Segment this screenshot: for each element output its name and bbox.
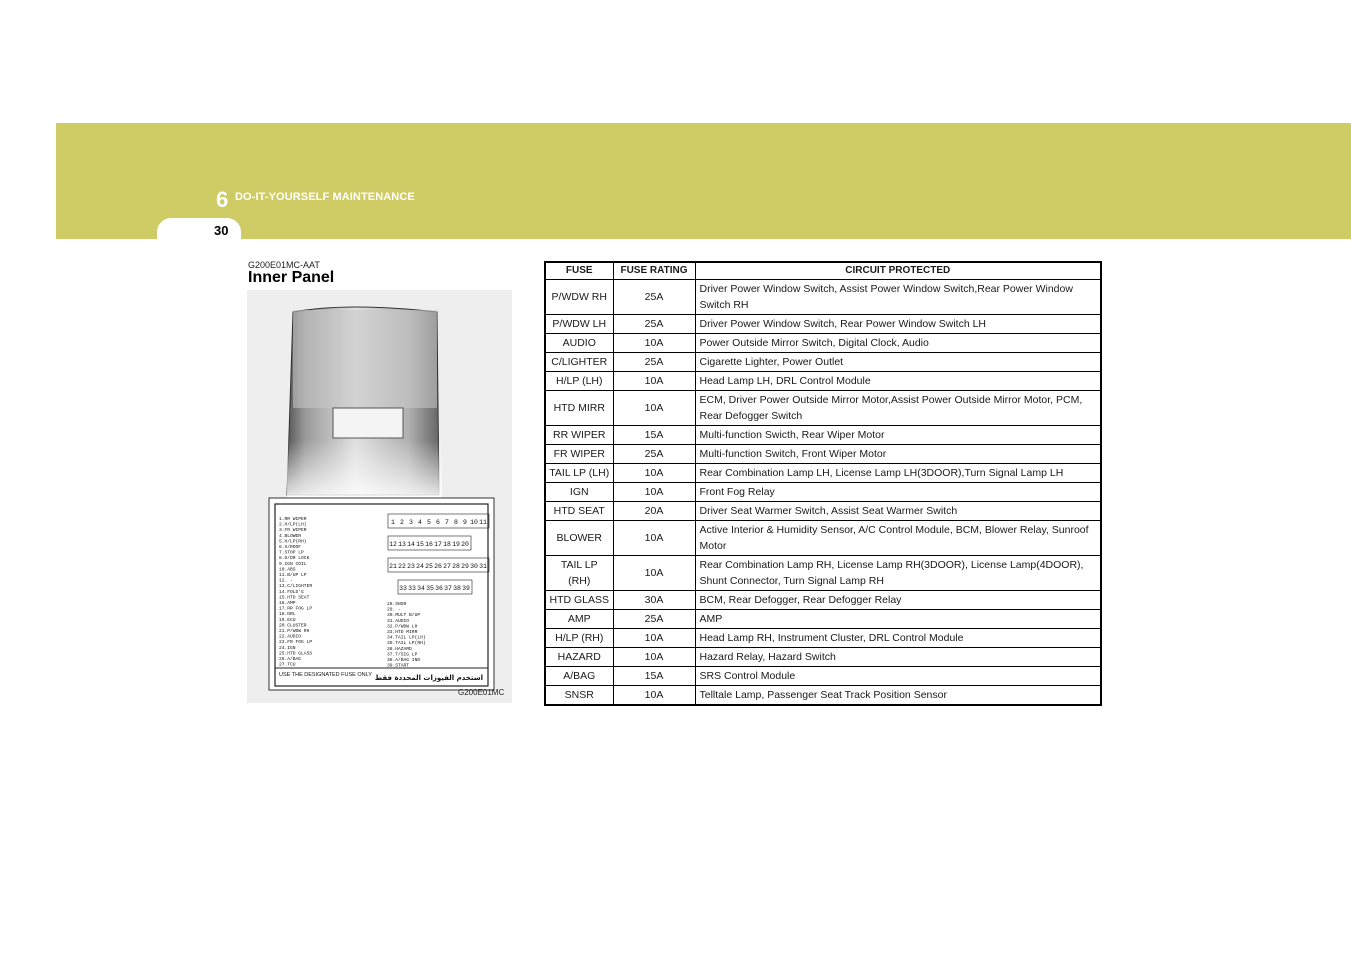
table-row	[545, 591, 1101, 610]
table-row	[545, 648, 1101, 667]
fuse-slot-number: 15	[416, 541, 424, 548]
fuse-name-cell: HTD MIRR	[545, 391, 613, 426]
fuse-table	[544, 261, 1102, 706]
circuit-protected-cell: Active Interior & Humidity Sensor, A/C Control Module, BCM, Blower Relay, Sunroof Motor	[695, 521, 1101, 556]
circuit-protected-cell: Telltale Lamp, Passenger Seat Track Position Sensor	[695, 686, 1101, 706]
fuse-slot-number: 33	[408, 585, 416, 592]
fuse-label-item: 12. -	[279, 578, 293, 584]
table-row	[545, 426, 1101, 445]
fuse-name-cell: SNSR	[545, 686, 613, 706]
circuit-protected-cell: Driver Power Window Switch, Rear Power Window Switch LH	[695, 315, 1101, 334]
fuse-label-item: 5.H/LP(RH)	[279, 539, 307, 545]
fuse-name-cell: RR WIPER	[545, 426, 613, 445]
circuit-protected-cell: Multi-function Swicth, Rear Wiper Motor	[695, 426, 1101, 445]
fuse-label-item: 27.TCU	[279, 662, 296, 668]
fuse-label-item: 8.D/DR LOCK	[279, 556, 310, 562]
fuse-slot-number: 37	[444, 585, 452, 592]
fuse-table-header-row	[545, 262, 1101, 280]
fuse-label-item: 1.RR WIPER	[279, 517, 307, 522]
fuse-label-item: 14.FOLD'G	[279, 589, 304, 595]
fuse-slot-number: 1	[391, 519, 395, 526]
fuse-rating-cell: 10A	[613, 629, 695, 648]
fuse-rating-cell: 25A	[613, 315, 695, 334]
fuse-name-cell: HTD GLASS	[545, 591, 613, 610]
table-row	[545, 445, 1101, 464]
chapter-title: DO-IT-YOURSELF MAINTENANCE	[235, 191, 415, 203]
fuse-slot-number: 7	[445, 519, 449, 526]
fuse-slot-number: 12	[389, 541, 397, 548]
fuse-name-cell: AUDIO	[545, 334, 613, 353]
circuit-protected-cell: Front Fog Relay	[695, 483, 1101, 502]
fuse-label-item: 26.A/BAG	[279, 657, 302, 662]
fuse-label-item: 39.START	[387, 663, 410, 669]
fuse-label-item: 37.T/SIG LP	[387, 652, 418, 658]
fuse-label-footer-text: USE THE DESIGNATED FUSE ONLY	[279, 672, 372, 678]
fuse-label-item: 34.TAIL LP(LH)	[387, 635, 426, 641]
fuse-label-item: 32.P/WDW LH	[387, 624, 418, 630]
fuse-label-item: 7.STOP LP	[279, 550, 304, 556]
fuse-label-item: 17.RR FOG LP	[279, 606, 313, 612]
fuse-label-item: 2.H/LP(LH)	[279, 522, 307, 528]
circuit-protected-cell: SRS Control Module	[695, 667, 1101, 686]
fuse-name-cell: HTD SEAT	[545, 502, 613, 521]
fuse-label-item: 18.DRL	[279, 612, 296, 618]
fuse-label-item: 20.CLUSTER	[279, 623, 307, 629]
cover-glow	[287, 440, 442, 500]
fuse-rating-cell: 10A	[613, 372, 695, 391]
fuse-label-item: 16.AMP	[279, 601, 296, 606]
fuse-slot-number: 39	[462, 585, 470, 592]
section-code: G200E01MC-AAT	[248, 260, 320, 270]
fuse-rating-cell: 25A	[613, 610, 695, 629]
fuse-rating-cell: 10A	[613, 334, 695, 353]
fuse-rating-cell: 25A	[613, 445, 695, 464]
page-number: 30	[214, 223, 229, 238]
table-row	[545, 610, 1101, 629]
fuse-slot-number: 14	[407, 541, 415, 548]
fuse-label-item: 35.TAIL LP(RH)	[387, 641, 426, 647]
fuse-rating-cell: 15A	[613, 667, 695, 686]
table-row	[545, 353, 1101, 372]
section-title: Inner Panel	[248, 269, 335, 286]
fuse-slot-number: 23	[407, 563, 415, 570]
circuit-protected-cell: Rear Combination Lamp LH, License Lamp LH(3DOOR),Turn Signal Lamp LH	[695, 464, 1101, 483]
circuit-protected-cell: ECM, Driver Power Outside Mirror Motor,Assist Power Outside Mirror Motor, PCM, Rear Defogger Switch	[695, 391, 1101, 426]
fuse-slot-number: 5	[427, 519, 431, 526]
fuse-label-footer-arabic: استخدم الفيوزات المحددة فقط	[374, 674, 483, 682]
fuse-label-item: 4.BLOWER	[279, 533, 302, 539]
fuse-rating-cell: 10A	[613, 521, 695, 556]
fuse-name-cell: H/LP (RH)	[545, 629, 613, 648]
circuit-protected-cell: Cigarette Lighter, Power Outlet	[695, 353, 1101, 372]
fuse-rating-cell: 20A	[613, 502, 695, 521]
fuse-rating-cell: 25A	[613, 280, 695, 315]
table-row	[545, 391, 1101, 426]
fuse-name-cell: H/LP (LH)	[545, 372, 613, 391]
fuse-label-item: 13.C/LIGHTER	[279, 584, 313, 590]
cover-window	[333, 408, 403, 438]
table-row	[545, 667, 1101, 686]
fuse-name-cell: P/WDW RH	[545, 280, 613, 315]
fuse-slot-number: 3	[409, 519, 413, 526]
fuse-slot-number: 24	[416, 563, 424, 570]
circuit-protected-cell: BCM, Rear Defogger, Rear Defogger Relay	[695, 591, 1101, 610]
fuse-slot-number: 30	[470, 563, 478, 570]
table-row	[545, 280, 1101, 315]
table-row	[545, 629, 1101, 648]
fuse-rating-cell: 10A	[613, 391, 695, 426]
fuse-name-cell: IGN	[545, 483, 613, 502]
fuse-label-item: 24.IGN	[279, 645, 296, 651]
fuse-label-item: 28.SNSR	[387, 602, 407, 607]
fuse-slot-number: 29	[461, 563, 469, 570]
fuse-slot-number: 31	[479, 563, 487, 570]
fuse-slot-number: 22	[398, 563, 406, 570]
circuit-protected-cell: Multi-function Switch, Front Wiper Motor	[695, 445, 1101, 464]
header-circuit-protected: CIRCUIT PROTECTED	[695, 262, 1101, 280]
fuse-label-item: 36.HAZARD	[387, 646, 412, 652]
circuit-protected-cell: Head Lamp LH, DRL Control Module	[695, 372, 1101, 391]
circuit-protected-cell: AMP	[695, 610, 1101, 629]
fuse-slot-number: 17	[434, 541, 442, 548]
fuse-slot-number: 21	[389, 563, 397, 570]
table-row	[545, 686, 1101, 706]
chapter-header-band	[56, 123, 1351, 239]
fuse-label-item: 9.IGN COIL	[279, 561, 307, 567]
fuse-slot-number: 11	[479, 519, 487, 526]
fuse-slot-number: 13	[398, 541, 406, 548]
fuse-label-item: 19.ECU	[279, 617, 296, 623]
fuse-label-item: 15.HTD SEAT	[279, 595, 310, 601]
fuse-label-item: 38.A/BAG IND	[387, 658, 421, 663]
fuse-name-cell: P/WDW LH	[545, 315, 613, 334]
fuse-panel-drawing	[247, 290, 512, 703]
fuse-rating-cell: 25A	[613, 353, 695, 372]
fuse-label-item: 33.HTD MIRR	[387, 630, 418, 635]
fuse-rating-cell: 10A	[613, 464, 695, 483]
fuse-slot-number: 25	[425, 563, 433, 570]
fuse-name-cell: AMP	[545, 610, 613, 629]
fuse-slot-number: 10	[470, 519, 478, 526]
fuse-slot-number: 27	[443, 563, 451, 570]
fuse-slot-number: 9	[463, 519, 467, 526]
fuse-label-item: 30.MULT B/UP	[387, 613, 421, 619]
fuse-rating-cell: 30A	[613, 591, 695, 610]
circuit-protected-cell: Head Lamp RH, Instrument Cluster, DRL Control Module	[695, 629, 1101, 648]
fuse-rating-cell: 10A	[613, 686, 695, 706]
fuse-rating-cell: 10A	[613, 556, 695, 591]
table-row	[545, 556, 1101, 591]
fuse-slot-number: 26	[434, 563, 442, 570]
fuse-name-cell: A/BAG	[545, 667, 613, 686]
fuse-label-item: 11.B/UP LP	[279, 573, 307, 578]
fuse-table-body	[545, 280, 1101, 706]
fuse-label-item: 22.AUDIO	[279, 634, 302, 640]
fuse-rating-cell: 15A	[613, 426, 695, 445]
fuse-label-item: 21.P/WDW RH	[279, 629, 310, 634]
fuse-name-cell: BLOWER	[545, 521, 613, 556]
fuse-label-item: 29. -	[387, 607, 401, 613]
fuse-label-item: 3.FR WIPER	[279, 528, 307, 534]
fuse-slot-number: 8	[454, 519, 458, 526]
figure-code: G200E01MC	[458, 688, 505, 697]
fuse-label-item: 6.S/ROOF	[279, 545, 302, 550]
fuse-panel-illustration	[247, 290, 512, 703]
fuse-slot-number: 19	[452, 541, 460, 548]
table-row	[545, 334, 1101, 353]
table-row	[545, 521, 1101, 556]
chapter-number: 6	[216, 187, 229, 212]
table-row	[545, 502, 1101, 521]
header-fuse-rating: FUSE RATING	[613, 262, 695, 280]
fuse-label-item: 23.FR FOG LP	[279, 640, 313, 646]
cover-top-panel	[293, 310, 437, 408]
fuse-slot-number: 18	[443, 541, 451, 548]
table-row	[545, 464, 1101, 483]
table-row	[545, 315, 1101, 334]
fuse-slot-number: 6	[436, 519, 440, 526]
fuse-name-cell: FR WIPER	[545, 445, 613, 464]
fuse-rating-cell: 10A	[613, 483, 695, 502]
table-row	[545, 372, 1101, 391]
fuse-slot-number: 34	[417, 585, 425, 592]
fuse-rating-cell: 10A	[613, 648, 695, 667]
fuse-slot-number: 2	[400, 519, 404, 526]
fuse-slot-number: 4	[418, 519, 422, 526]
circuit-protected-cell: Driver Power Window Switch, Assist Power Window Switch,Rear Power Window Switch RH	[695, 280, 1101, 315]
fuse-slot-number: 38	[453, 585, 461, 592]
circuit-protected-cell: Driver Seat Warmer Switch, Assist Seat Warmer Switch	[695, 502, 1101, 521]
fuse-name-cell: C/LIGHTER	[545, 353, 613, 372]
fuse-slot-number: 35	[426, 585, 434, 592]
circuit-protected-cell: Power Outside Mirror Switch, Digital Clock, Audio	[695, 334, 1101, 353]
fuse-slot-number: 16	[425, 541, 433, 548]
fuse-label-item: 25.HTD GLASS	[279, 651, 313, 657]
fuse-name-cell: TAIL LP (LH)	[545, 464, 613, 483]
fuse-slot-number: 33	[399, 585, 407, 592]
circuit-protected-cell: Hazard Relay, Hazard Switch	[695, 648, 1101, 667]
fuse-name-cell: TAIL LP (RH)	[545, 556, 613, 591]
circuit-protected-cell: Rear Combination Lamp RH, License Lamp RH(3DOOR), License Lamp(4DOOR), Shunt Connector, Turn Signal Lamp RH	[695, 556, 1101, 591]
header-fuse: FUSE	[545, 262, 613, 280]
fuse-label-item: 10.ABS	[279, 567, 296, 573]
fuse-slot-number: 28	[452, 563, 460, 570]
table-row	[545, 483, 1101, 502]
fuse-slot-number: 20	[461, 541, 469, 548]
fuse-name-cell: HAZARD	[545, 648, 613, 667]
fuse-label-item: 31.AUDIO	[387, 618, 410, 624]
fuse-slot-number: 36	[435, 585, 443, 592]
